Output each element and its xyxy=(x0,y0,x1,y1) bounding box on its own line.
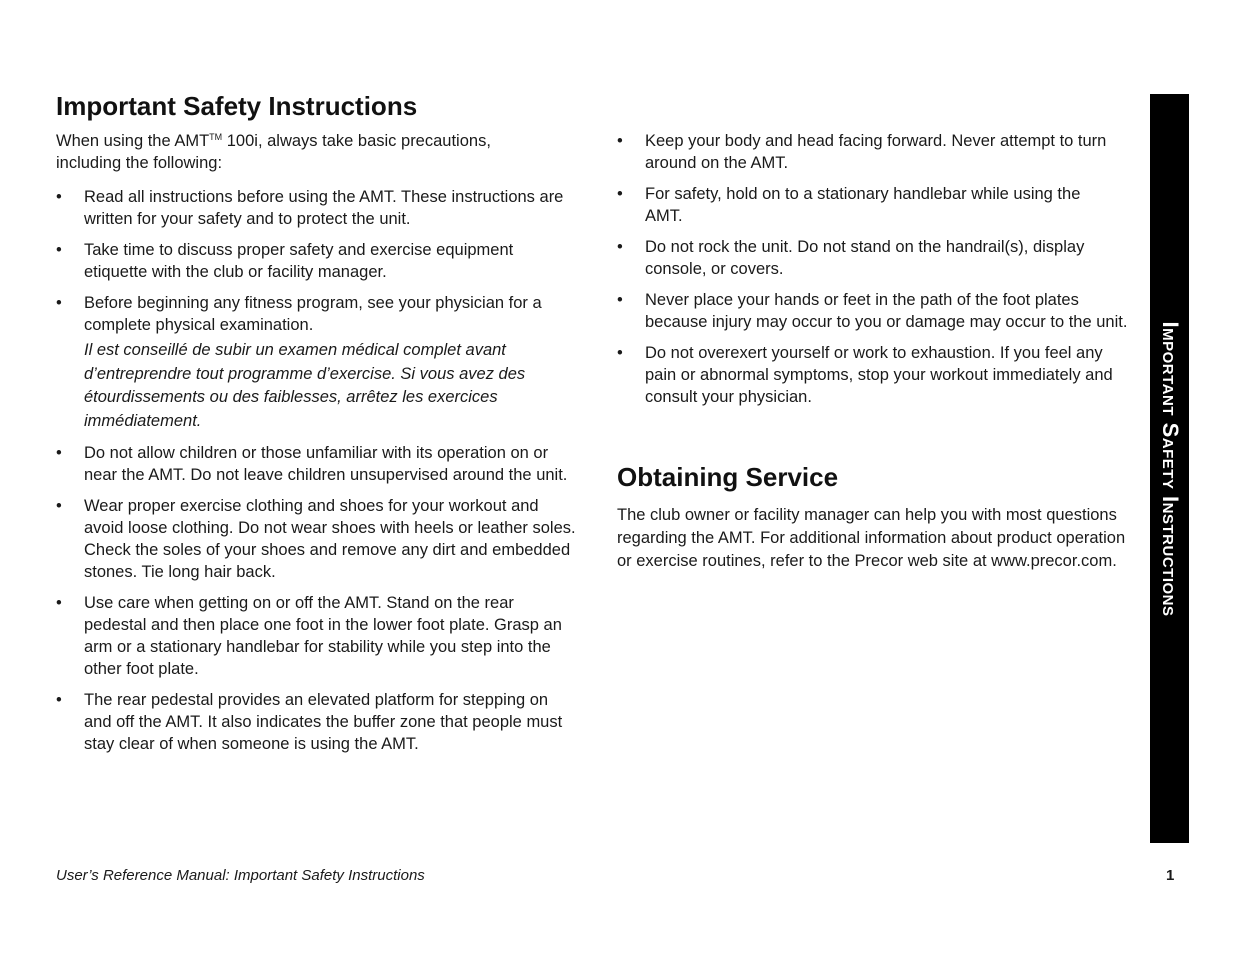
bullet-dot: • xyxy=(56,294,62,312)
bullet-dot: • xyxy=(617,344,623,362)
bullet-item xyxy=(617,183,1137,227)
bullet-item xyxy=(56,689,576,755)
bullet-dot: • xyxy=(617,132,623,150)
intro-paragraph xyxy=(56,130,556,174)
intro-suffix: 100i, always take basic precautions, including the following: xyxy=(56,132,491,172)
bullet-text: Do not overexert yourself or work to exhaustion. If you feel any pain or abnormal symptoms, stop your workout immediately and consult your physician. xyxy=(645,344,1113,406)
bullet-dot: • xyxy=(617,185,623,203)
bullet-text: Do not rock the unit. Do not stand on the handrail(s), display console, or covers. xyxy=(645,238,1085,278)
page-number: 1 xyxy=(1166,867,1175,884)
bullet-text: Use care when getting on or off the AMT. Stand on the rear pedestal and then place one foot in the lower foot plate. Grasp an arm or a stationary handlebar for stability while you step into the other foot plate. xyxy=(84,594,562,678)
bullet-item xyxy=(56,592,576,680)
section-side-tab xyxy=(1150,94,1189,843)
left-bullet-list xyxy=(56,186,576,764)
intro-prefix: When using the AMT xyxy=(56,132,210,150)
bullet-text: Keep your body and head facing forward. Never attempt to turn around on the AMT. xyxy=(645,132,1107,172)
bullet-text: For safety, hold on to a stationary handlebar while using the AMT. xyxy=(645,185,1081,225)
side-tab-label: Important Safety Instructions xyxy=(1157,321,1183,616)
bullet-dot: • xyxy=(56,444,62,462)
bullet-text: Do not allow children or those unfamiliar with its operation on or near the AMT. Do not leave children unsupervised around the unit. xyxy=(84,444,568,484)
bullet-text: Read all instructions before using the AMT. These instructions are written for your safety and to protect the unit. xyxy=(84,188,564,228)
bullet-text: Wear proper exercise clothing and shoes for your workout and avoid loose clothing. Do not wear shoes with heels or leather soles. Check the soles of your shoes and remove any dirt and embedded stones. Tie long hair back. xyxy=(84,497,576,581)
trademark-mark: TM xyxy=(209,132,223,142)
bullet-dot: • xyxy=(56,241,62,259)
bullet-dot: • xyxy=(56,497,62,515)
bullet-text: Never place your hands or feet in the path of the foot plates because injury may occur to you or damage may occur to the unit. xyxy=(645,291,1128,331)
bullet-text: Before beginning any fitness program, see your physician for a complete physical examination. xyxy=(84,294,542,334)
bullet-item xyxy=(56,239,576,283)
bullet-item xyxy=(56,495,576,583)
bullet-item xyxy=(56,186,576,230)
bullet-text: The rear pedestal provides an elevated platform for stepping on and off the AMT. It also indicates the buffer zone that people must stay clear of when someone is using the AMT. xyxy=(84,691,563,753)
footer-title: User’s Reference Manual: Important Safety Instructions xyxy=(56,867,425,884)
service-paragraph: The club owner or facility manager can help you with most questions regarding the AMT. For additional information about product operation or exercise routines, refer to the Precor web site at www.precor.com. xyxy=(617,506,1126,570)
bullet-item xyxy=(56,442,576,486)
bullet-item xyxy=(617,236,1137,280)
page-title: Important Safety Instructions xyxy=(56,91,418,121)
bullet-dot: • xyxy=(617,238,623,256)
bullet-dot: • xyxy=(56,188,62,206)
bullet-item xyxy=(56,292,576,433)
bullet-item xyxy=(617,289,1137,333)
bullet-dot: • xyxy=(56,691,62,709)
bullet-dot: • xyxy=(617,291,623,309)
bullet-text: Take time to discuss proper safety and exercise equipment etiquette with the club or facility manager. xyxy=(84,241,514,281)
french-note: Il est conseillé de subir un examen médical complet avant d’entreprendre tout programme d’exercise. Si vous avez des étourdissements ou des faiblesses, arrêtez les exercices immédiatement. xyxy=(84,341,526,430)
service-heading: Obtaining Service xyxy=(617,462,839,492)
bullet-item xyxy=(617,342,1137,408)
bullet-item xyxy=(617,130,1137,174)
right-bullet-list xyxy=(617,130,1137,417)
bullet-dot: • xyxy=(56,594,62,612)
